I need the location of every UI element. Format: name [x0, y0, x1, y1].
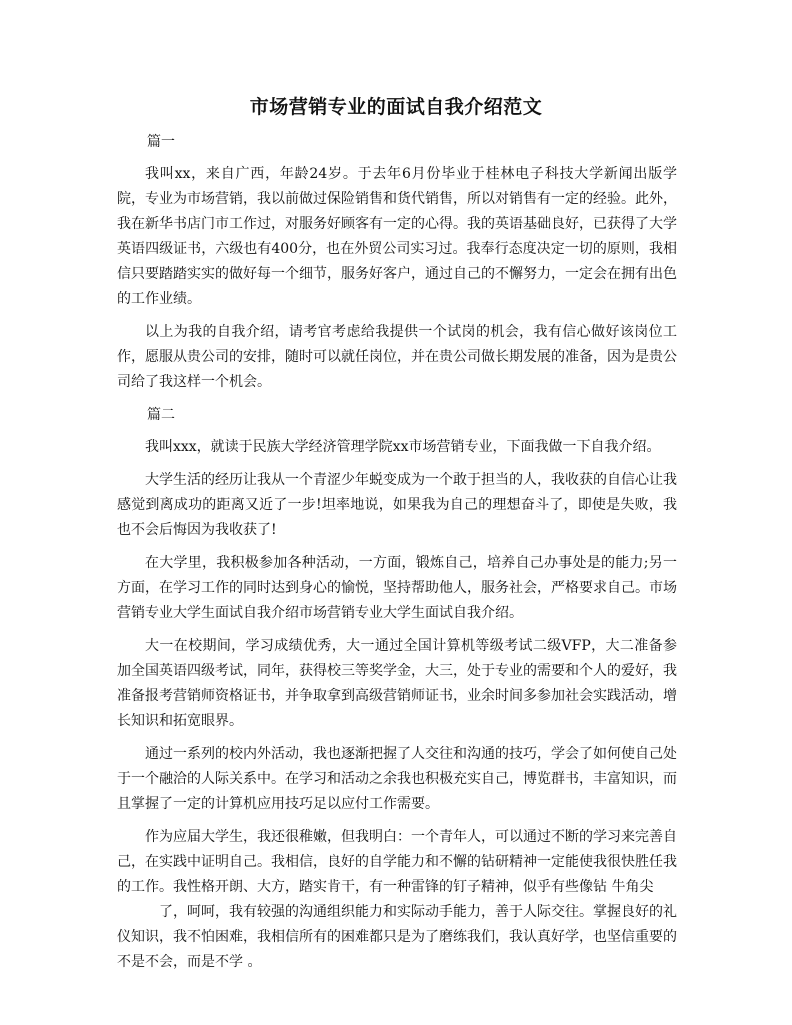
document-body [117, 130, 677, 983]
paragraph: 大一在校期间，学习成绩优秀，大一通过全国计算机等级考试二级VFP，大二准备参加全国英语四级考试，同年，获得校三等奖学金，大三，处于专业的需要和个人的爱好，我准备报考营销师资格证书，并争取拿到高级营销师证书，业余时间多参加社会实践活动，增长知识和拓宽眼界。 [117, 638, 677, 729]
paragraph: 我叫xx，来自广西，年龄24岁。于去年6月份毕业于桂林电子科技大学新闻出版学院，专业为市场营销，我以前做过保险销售和货代销售，所以对销售有一定的经验。此外，我在新华书店门市工作过，对服务好顾客有一定的心得。我的英语基础良好，已获得了大学英语四级证书，六级也有400分，也在外贸公司实习过。我奉行态度决定一切的原则，我相信只要踏踏实实的做好每一个细节，服务好客户，通过自己的不懈努力，一定会在拥有出色的工作业绩。 [117, 166, 677, 307]
paragraph: 以上为我的自我介绍，请考官考虑给我提供一个试岗的机会，我有信心做好该岗位工作，愿服从贵公司的安排，随时可以就任岗位，并在贵公司做长期发展的准备，因为是贵公司给了我这样一个机会。 [117, 324, 677, 390]
paragraph: 了，呵呵，我有较强的沟通组织能力和实际动手能力，善于人际交往。掌握良好的礼仪知识，我不怕困难，我相信所有的困难都只是为了磨练我们，我认真好学，也坚信重要的不是不会，而是不学 。 [117, 904, 677, 970]
section-label: 篇二 [147, 407, 175, 423]
paragraph: 大学生活的经历让我从一个青涩少年蜕变成为一个敢于担当的人，我收获的自信心让我感觉到离成功的距离又近了一步!坦率地说，如果我为自己的理想奋斗了，即使是失败，我也不会后悔因为我收获了! [117, 472, 677, 538]
paragraph: 通过一系列的校内外活动，我也逐渐把握了人交往和沟通的技巧，学会了如何使自己处于一个融洽的人际关系中。在学习和活动之余我也积极充实自己，博览群书，丰富知识，而且掌握了一定的计算机应用技巧足以应付工作需要。 [117, 746, 677, 812]
paragraph: 作为应届大学生，我还很稚嫩，但我明白：一个青年人，可以通过不断的学习来完善自己，在实践中证明自己。我相信，良好的自学能力和不懈的钻研精神一定能使我很快胜任我的工作。我性格开朗、大方，踏实肯干，有一种雷锋的钉子精神，似乎有些像钻 牛角尖 [117, 829, 677, 895]
section-label: 篇一 [147, 134, 175, 150]
document-title: 市场营销专业的面试自我介绍范文 [249, 96, 543, 118]
paragraph: 我叫xxx，就读于民族大学经济管理学院xx市场营销专业，下面我做一下自我介绍。 [145, 439, 661, 455]
paragraph: 在大学里，我积极参加各种活动，一方面，锻炼自己，培养自己办事处是的能力;另一方面，在学习工作的同时达到身心的愉悦，坚持帮助他人，服务社会，严格要求自己。市场营销专业大学生面试自我介绍市场营销专业大学生面试自我介绍。 [117, 555, 677, 621]
